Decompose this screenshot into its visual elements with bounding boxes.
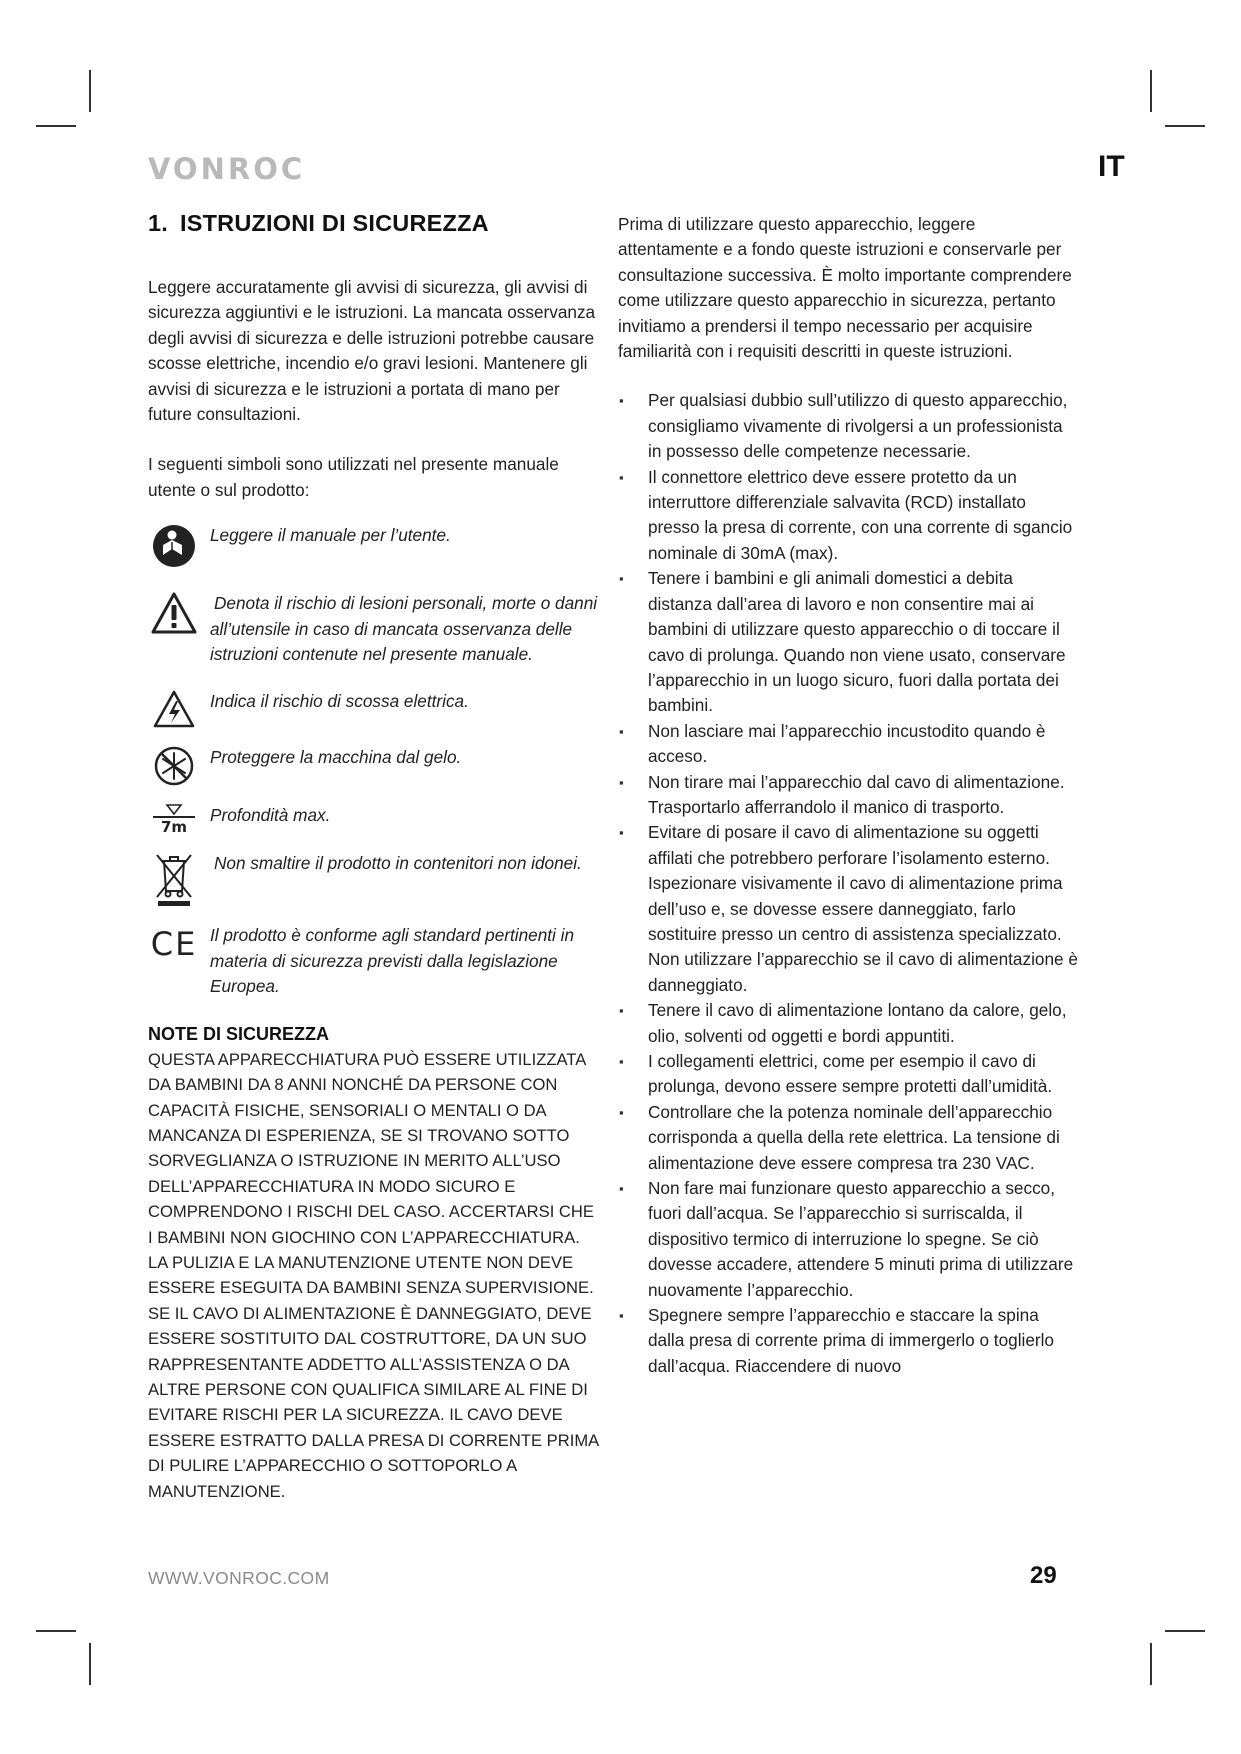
symbol-row [148, 523, 600, 569]
crop-mark [1165, 1630, 1205, 1632]
left-column [148, 210, 600, 1504]
warning-icon [150, 591, 198, 635]
list-item: ▪ Spegnere sempre l’apparecchio e staccare la spina dalla presa di corrente prima di immergerlo o toglierlo dall’acqua. Riaccendere di nuovo [618, 1303, 1078, 1379]
crop-mark [89, 1643, 91, 1685]
list-item: ▪ Il connettore elettrico deve essere protetto da un interruttore differenziale salvavita (RCD) installato presso la presa di corrente, con una corrente di sgancio nominale di 30mA (max). [618, 465, 1078, 567]
crop-mark [1150, 70, 1152, 112]
section-title [148, 210, 600, 237]
symbol-text: Leggere il manuale per l’utente. [210, 525, 451, 546]
footer-url: WWW.VONROC.COM [148, 1568, 330, 1588]
list-item: ▪ Tenere i bambini e gli animali domestici a debita distanza dall’area di lavoro e non consentire mai ai bambini di utilizzare questo apparecchio o di toccare il cavo di prolunga. Quando non viene usato, conservare l’apparecchio in un luogo sicuro, fuori dalla portata dei bambini. [618, 566, 1078, 718]
brand-logo: VONROC [148, 152, 306, 186]
list-item: ▪ Non lasciare mai l’apparecchio incustodito quando è acceso. [618, 719, 1078, 770]
max-depth-label: 7m [160, 818, 188, 837]
symbol-row [148, 591, 600, 667]
section-number: 1. [148, 210, 168, 236]
safety-notes-text: QUESTA APPARECCHIATURA PUÒ ESSERE UTILIZZATA DA BAMBINI DA 8 ANNI NONCHÉ DA PERSONE CON CAPACITÀ FISICHE, SENSORIALI O MENTALI O DA MANCANZA DI ESPERIENZA, SE SI TROVANO SOTTO SORVEGLIANZA O ISTRUZIONE IN MERITO ALL’USO DELL’APPARECCHIATURA IN MODO SICURO E COMPRENDONO I RISCHI DEL CASO. ACCERTARSI CHE I BAMBINI NON GIOCHINO CON L’APPARECCHIATURA. LA PULIZIA E LA MANUTENZIONE UTENTE NON DEVE ESSERE ESEGUITA DA BAMBINI SENZA SUPERVISIONE. SE IL CAVO DI ALIMENTAZIONE È DANNEGGIATO, DEVE ESSERE SOSTITUITO DAL COSTRUTTORE, DA UN SUO RAPPRESENTANTE ADDETTO ALL’ASSISTENZA O DA ALTRE PERSONE CON QUALIFICA SIMILARE AL FINE DI EVITARE RISCHI PER LA SICUREZZA. IL CAVO DEVE ESSERE ESTRATTO DALLA PRESA DI CORRENTE PRIMA DI PULIRE L’APPARECCHIO O SOTTOPORLO A MANUTENZIONE. [148, 1049, 599, 1501]
list-item: ▪ Non fare mai funzionare questo apparecchio a secco, fuori dall’acqua. Se l’apparecchio si surriscalda, il dispositivo termico di interruzione lo spegne. Se ciò dovesse accadere, attendere 5 minuti prima di utilizzare nuovamente l’apparecchio. [618, 1176, 1078, 1303]
safety-notes-title: NOTE DI SICUREZZA [148, 1023, 330, 1044]
list-item: ▪ Controllare che la potenza nominale dell’apparecchio corrisponda a quella della rete elettrica. La tensione di alimentazione deve essere compresa tra 230 VAC. [618, 1100, 1078, 1176]
symbol-text: Proteggere la macchina dal gelo. [210, 747, 462, 768]
symbol-row [148, 745, 600, 787]
safety-bullet-list [618, 388, 1078, 1379]
list-item: ▪ I collegamenti elettrici, come per esempio il cavo di prolunga, devono essere sempre protetti dall’umidità. [618, 1049, 1078, 1100]
crop-mark [1165, 125, 1205, 127]
list-item: ▪ Per qualsiasi dubbio sull’utilizzo di questo apparecchio, consigliamo vivamente di rivolgersi a un professionista in possesso delle competenze necessarie. [618, 388, 1078, 464]
symbol-text: Profondità max. [210, 805, 331, 826]
max-depth-icon [151, 803, 197, 835]
symbol-row [148, 689, 600, 729]
symbol-text: Non smaltire il prodotto in contenitori non idonei. [214, 853, 582, 874]
read-manual-icon [151, 523, 197, 569]
weee-bin-icon [154, 851, 194, 907]
frost-protection-icon [153, 745, 195, 787]
right-column [618, 212, 1078, 1379]
electric-shock-icon [152, 689, 196, 729]
right-intro-paragraph: Prima di utilizzare questo apparecchio, leggere attentamente e a fondo queste istruzioni e conservarle per consultazione successiva. È molto importante comprendere come utilizzare questo apparecchio in sicurezza, pertanto invitiamo a prendersi il tempo necessario per acquisire familiarità con i requisiti descritti in queste istruzioni. [618, 214, 1072, 362]
symbol-row [148, 803, 600, 835]
crop-mark [36, 125, 76, 127]
crop-mark [36, 1630, 76, 1632]
crop-mark [1150, 1643, 1152, 1685]
ce-mark-icon: CE [150, 925, 198, 964]
page-number: 29 [1030, 1562, 1057, 1589]
symbols-intro: I seguenti simboli sono utilizzati nel presente manuale utente o sul prodotto: [148, 454, 559, 500]
list-item: ▪ Non tirare mai l’apparecchio dal cavo di alimentazione. Trasportarlo afferrandolo il manico di trasporto. [618, 770, 1078, 821]
symbol-text: Il prodotto è conforme agli standard pertinenti in materia di sicurezza previsti dalla legislazione Europea. [210, 925, 575, 997]
intro-paragraph: Leggere accuratamente gli avvisi di sicurezza, gli avvisi di sicurezza aggiuntivi e le istruzioni. La mancata osservanza degli avvisi di sicurezza e delle istruzioni potrebbe causare scosse elettriche, incendio e/o gravi lesioni. Mantenere gli avvisi di sicurezza e le istruzioni a portata di mano per future consultazioni. [148, 277, 596, 425]
language-code: IT [1098, 150, 1125, 183]
symbol-text: Denota il rischio di lesioni personali, morte o danni all’utensile in caso di mancata osservanza delle istruzioni contenute nel presente manuale. [210, 593, 598, 665]
symbol-text: Indica il rischio di scossa elettrica. [210, 691, 469, 712]
symbol-row [148, 923, 600, 999]
crop-mark [89, 70, 91, 112]
section-title-text: ISTRUZIONI DI SICUREZZA [180, 210, 489, 236]
list-item: ▪ Tenere il cavo di alimentazione lontano da calore, gelo, olio, solventi od oggetti e bordi appuntiti. [618, 998, 1078, 1049]
symbol-row [148, 851, 600, 907]
list-item: ▪ Evitare di posare il cavo di alimentazione su oggetti affilati che potrebbero perforare l’isolamento esterno. Ispezionare visivamente il cavo di alimentazione prima dell’uso e, se dovesse essere danneggiato, farlo sostituire presso un centro di assistenza specializzato. Non utilizzare l’apparecchio se il cavo di alimentazione è danneggiato. [618, 820, 1078, 998]
